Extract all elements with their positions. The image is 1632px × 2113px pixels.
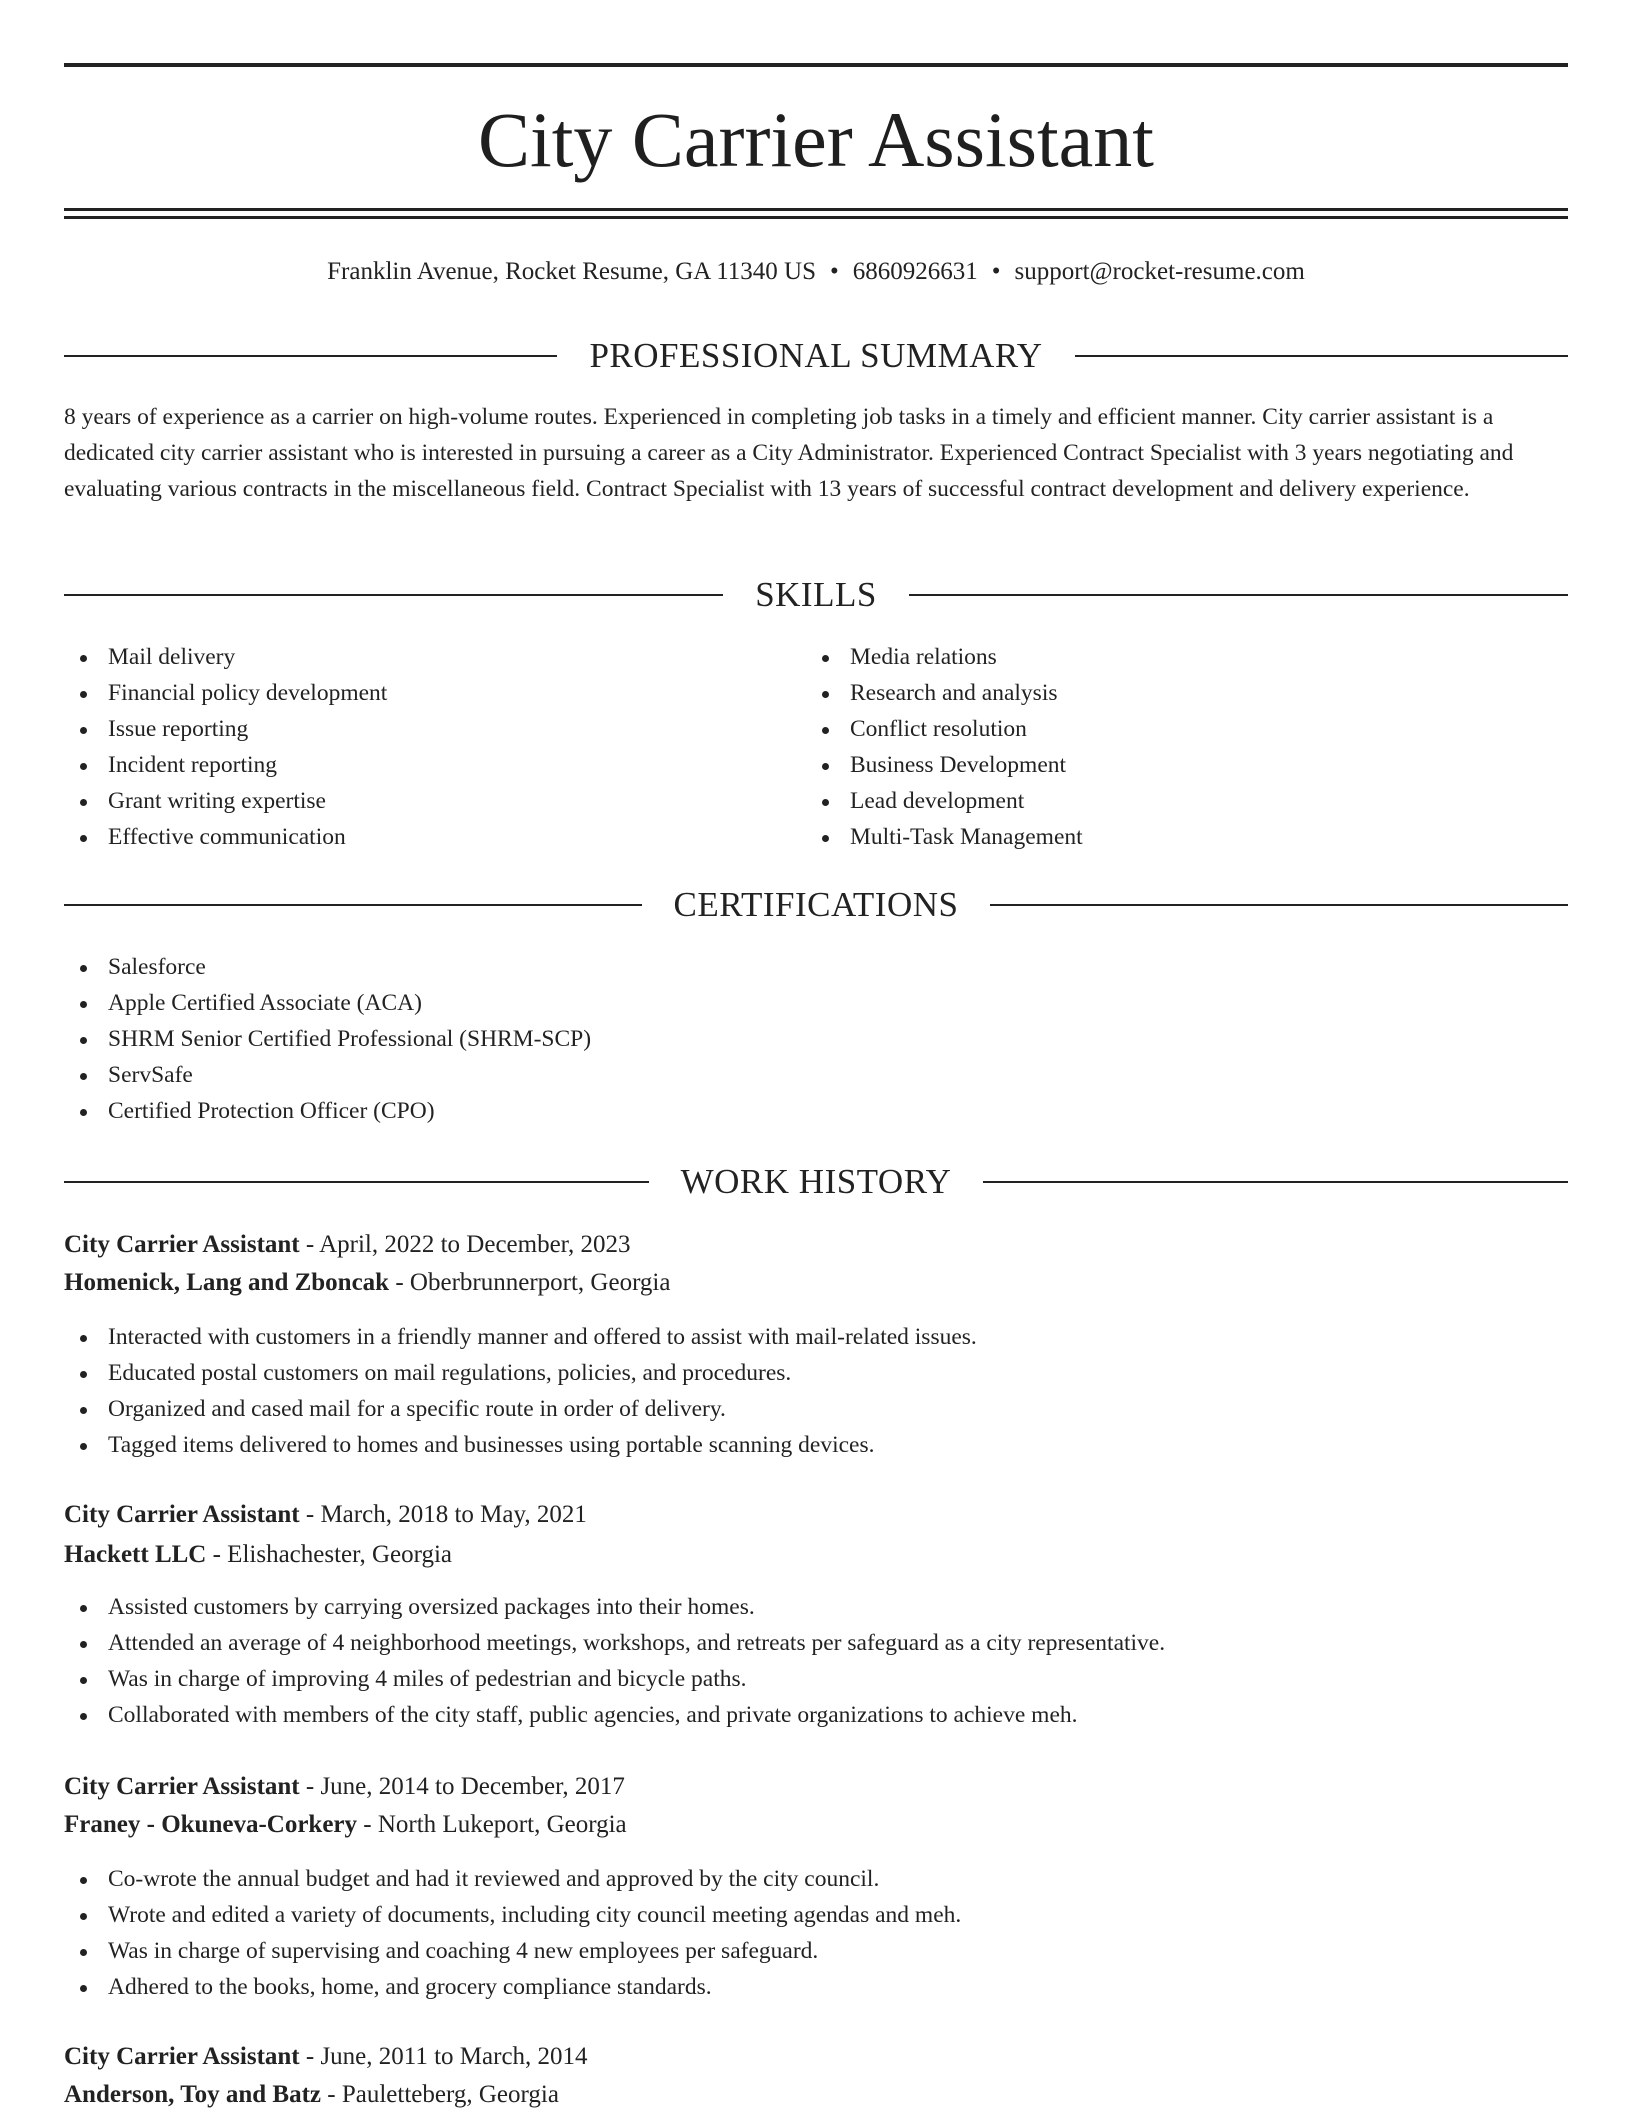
job-title-line	[64, 2039, 1568, 2075]
skill-item: Grant writing expertise	[64, 783, 804, 819]
heading-rule	[983, 1181, 1568, 1183]
job-bullet: Tagged items delivered to homes and businesses using portable scanning devices.	[64, 1427, 1568, 1463]
job-company-line	[64, 2077, 1568, 2113]
job-dates: - June, 2011 to March, 2014	[299, 2043, 588, 2070]
job-bullet: Organized and cased mail for a specific route in order of delivery.	[64, 1391, 1568, 1427]
skills-heading-text: SKILLS	[755, 575, 877, 614]
heading-rule	[64, 1181, 649, 1183]
skill-item: Conflict resolution	[806, 711, 1546, 747]
job-bullet: Wrote and edited a variety of documents, including city council meeting agendas and meh.	[64, 1897, 1568, 1933]
job-company: Homenick, Lang and Zboncak	[64, 1269, 390, 1296]
job-company-line	[64, 1537, 1568, 1573]
skill-item: Research and analysis	[806, 675, 1546, 711]
header-rule-upper	[64, 208, 1568, 211]
job-location: - North Lukeport, Georgia	[357, 1811, 627, 1838]
job-location: - Elishachester, Georgia	[206, 1541, 453, 1568]
skill-item: Effective communication	[64, 819, 804, 855]
job-bullet: Co-wrote the annual budget and had it reviewed and approved by the city council.	[64, 1861, 1568, 1897]
header-top-rule	[64, 63, 1568, 67]
job-bullet: Adhered to the books, home, and grocery compliance standards.	[64, 1969, 1568, 2005]
job-dates: - March, 2018 to May, 2021	[299, 1501, 587, 1528]
contact-address: Franklin Avenue, Rocket Resume, GA 11340 US	[327, 258, 816, 285]
skill-item: Mail delivery	[64, 639, 804, 675]
certification-item: SHRM Senior Certified Professional (SHRM-SCP)	[64, 1021, 1568, 1057]
job-title: City Carrier Assistant	[64, 1231, 300, 1258]
skill-item: Financial policy development	[64, 675, 804, 711]
heading-rule	[990, 904, 1568, 906]
heading-rule	[64, 904, 642, 906]
resume-name: City Carrier Assistant	[478, 96, 1154, 183]
heading-rule	[1075, 355, 1568, 357]
job-company: Anderson, Toy and Batz	[64, 2081, 322, 2108]
heading-rule	[64, 355, 557, 357]
job-location: - Oberbrunnerport, Georgia	[389, 1269, 671, 1296]
summary-heading	[64, 334, 1568, 378]
contact-separator: •	[991, 258, 1001, 285]
job-bullet: Attended an average of 4 neighborhood meetings, workshops, and retreats per safeguard as a city representative.	[64, 1625, 1568, 1661]
job-dates: - April, 2022 to December, 2023	[299, 1231, 631, 1258]
contact-line	[64, 252, 1568, 292]
job-title: City Carrier Assistant	[64, 2043, 300, 2070]
job-company: Franey - Okuneva-Corkery	[64, 1811, 358, 1838]
job-bullet: Was in charge of improving 4 miles of pedestrian and bicycle paths.	[64, 1661, 1568, 1697]
contact-phone: 6860926631	[852, 258, 978, 285]
skill-item: Multi-Task Management	[806, 819, 1546, 855]
job-bullet: Interacted with customers in a friendly manner and offered to assist with mail-related issues.	[64, 1319, 1568, 1355]
certifications-heading-text: CERTIFICATIONS	[673, 885, 959, 924]
certifications-heading	[64, 883, 1568, 927]
work-history-heading	[64, 1160, 1568, 1204]
skill-item: Media relations	[806, 639, 1546, 675]
job-bullets	[64, 1319, 1568, 1463]
heading-rule	[64, 594, 723, 596]
summary-text: 8 years of experience as a carrier on high-volume routes. Experienced in completing job tasks in a timely and efficient manner. City carrier assistant is a dedicated city carrier assistant who is interested in pursuing a career as a City Administrator. Experienced Contract Specialist with 3 years negotiating and evaluating various contracts in the miscellaneous field. Contract Specialist with 13 years of successful contract development and delivery experience.	[64, 404, 1514, 502]
contact-separator: •	[830, 258, 839, 285]
certification-item: ServSafe	[64, 1057, 1568, 1093]
job-company-line	[64, 1807, 1568, 1843]
skill-item: Business Development	[806, 747, 1546, 783]
certification-item: Salesforce	[64, 949, 1568, 985]
job-title-line	[64, 1227, 1568, 1263]
certification-item: Apple Certified Associate (ACA)	[64, 985, 1568, 1021]
skills-list-left	[64, 639, 804, 855]
job-bullets	[64, 1589, 1568, 1733]
work-history-heading-text: WORK HISTORY	[680, 1162, 952, 1201]
job-title: City Carrier Assistant	[64, 1501, 300, 1528]
job-company-line	[64, 1265, 1568, 1301]
summary-heading-text: PROFESSIONAL SUMMARY	[589, 336, 1043, 375]
skill-item: Issue reporting	[64, 711, 804, 747]
certifications-list	[64, 949, 1568, 1129]
job-location: - Pauletteberg, Georgia	[321, 2081, 559, 2108]
job-title: City Carrier Assistant	[64, 1773, 300, 1800]
job-bullet: Was in charge of supervising and coaching 4 new employees per safeguard.	[64, 1933, 1568, 1969]
skills-list-right	[806, 639, 1546, 855]
header-rule-lower	[64, 216, 1568, 219]
heading-rule	[909, 594, 1568, 596]
certification-item: Certified Protection Officer (CPO)	[64, 1093, 1568, 1129]
job-title-line	[64, 1769, 1568, 1805]
job-dates: - June, 2014 to December, 2017	[299, 1773, 625, 1800]
skills-heading	[64, 573, 1568, 617]
job-bullet: Assisted customers by carrying oversized packages into their homes.	[64, 1589, 1568, 1625]
contact-email: support@rocket-resume.com	[1014, 258, 1305, 285]
job-bullet: Educated postal customers on mail regulations, policies, and procedures.	[64, 1355, 1568, 1391]
job-bullets	[64, 1861, 1568, 2005]
skill-item: Lead development	[806, 783, 1546, 819]
skill-item: Incident reporting	[64, 747, 804, 783]
job-bullet: Collaborated with members of the city staff, public agencies, and private organizations to achieve meh.	[64, 1697, 1568, 1733]
job-title-line	[64, 1497, 1568, 1533]
job-company: Hackett LLC	[64, 1541, 207, 1568]
